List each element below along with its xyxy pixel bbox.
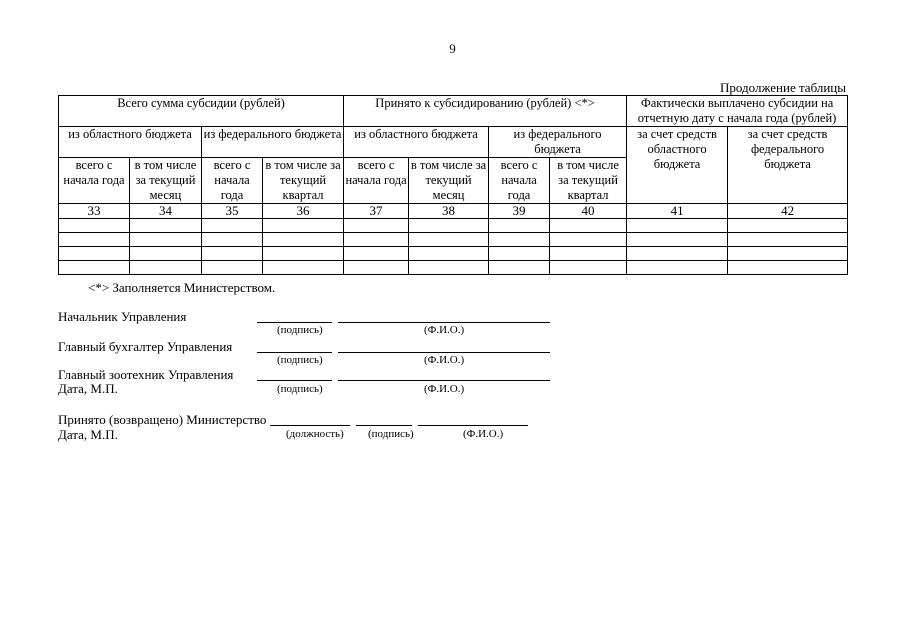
chief-zootechnician-label: Главный зоотехник Управления [58, 367, 234, 382]
name-line [418, 425, 528, 426]
column-number: 36 [263, 204, 344, 219]
sub-header-federal-accepted: из федерального бюджета [489, 127, 627, 158]
empty-row [59, 219, 848, 233]
column-number: 42 [728, 204, 848, 219]
column-number: 38 [409, 204, 489, 219]
group-header-total: Всего сумма субсидии (рублей) [59, 96, 344, 127]
leaf-header: всего с начала года [344, 158, 409, 204]
empty-row [59, 261, 848, 275]
signature-line [257, 380, 332, 381]
leaf-header: всего с начала года [489, 158, 550, 204]
name-caption: (Ф.И.О.) [424, 383, 465, 395]
table-continuation-label: Продолжение таблицы [720, 80, 846, 95]
column-number: 33 [59, 204, 130, 219]
ministry-date-seal-label: Дата, М.П. [58, 427, 118, 442]
sub-header-regional-paid: за счет средств областного бюджета [627, 127, 728, 204]
column-number-row [59, 204, 848, 219]
position-caption: (должность) [286, 428, 344, 440]
group-header-accepted: Принято к субсидированию (рублей) <*> [344, 96, 627, 127]
sub-header-regional-total: из областного бюджета [59, 127, 202, 158]
name-caption: (Ф.И.О.) [424, 354, 465, 366]
group-header-row [59, 96, 848, 127]
chief-accountant-label: Главный бухгалтер Управления [58, 339, 233, 354]
group-header-paid: Фактически выплачено субсидии на отчетную дату с начала года (рублей) [627, 96, 848, 127]
name-line [338, 322, 550, 323]
leaf-header: в том числе за текущий месяц [409, 158, 489, 204]
ministry-accepted-label: Принято (возвращено) Министерство [58, 412, 267, 427]
leaf-header: всего с начала года [59, 158, 130, 204]
column-number: 34 [130, 204, 202, 219]
page-number: 9 [449, 41, 456, 56]
subsidy-table [58, 95, 848, 275]
head-label: Начальник Управления [58, 309, 187, 324]
leaf-header: в том числе за текущий квартал [550, 158, 627, 204]
empty-row [59, 247, 848, 261]
name-caption: (Ф.И.О.) [424, 324, 465, 336]
name-caption: (Ф.И.О.) [463, 428, 504, 440]
leaf-header: в том числе за текущий месяц [130, 158, 202, 204]
signature-line [257, 352, 332, 353]
position-line [270, 425, 350, 426]
sub-header-federal-paid: за счет средств федерального бюджета [728, 127, 848, 204]
column-number: 39 [489, 204, 550, 219]
name-line [338, 352, 550, 353]
signature-caption: (подпись) [277, 354, 323, 366]
signature-caption: (подпись) [277, 383, 323, 395]
column-number: 37 [344, 204, 409, 219]
footnote: <*> Заполняется Министерством. [88, 280, 276, 295]
signature-line [257, 322, 332, 323]
signature-caption: (подпись) [277, 324, 323, 336]
name-line [338, 380, 550, 381]
column-number: 35 [202, 204, 263, 219]
empty-row [59, 233, 848, 247]
sub-header-regional-accepted: из областного бюджета [344, 127, 489, 158]
column-number: 41 [627, 204, 728, 219]
signature-caption: (подпись) [368, 428, 414, 440]
leaf-header: в том числе за текущий квартал [263, 158, 344, 204]
column-number: 40 [550, 204, 627, 219]
sub-header-federal-total: из федерального бюджета [202, 127, 344, 158]
date-seal-label: Дата, М.П. [58, 381, 118, 396]
signature-line [356, 425, 412, 426]
leaf-header: всего с начала года [202, 158, 263, 204]
sub-header-row [59, 127, 848, 158]
